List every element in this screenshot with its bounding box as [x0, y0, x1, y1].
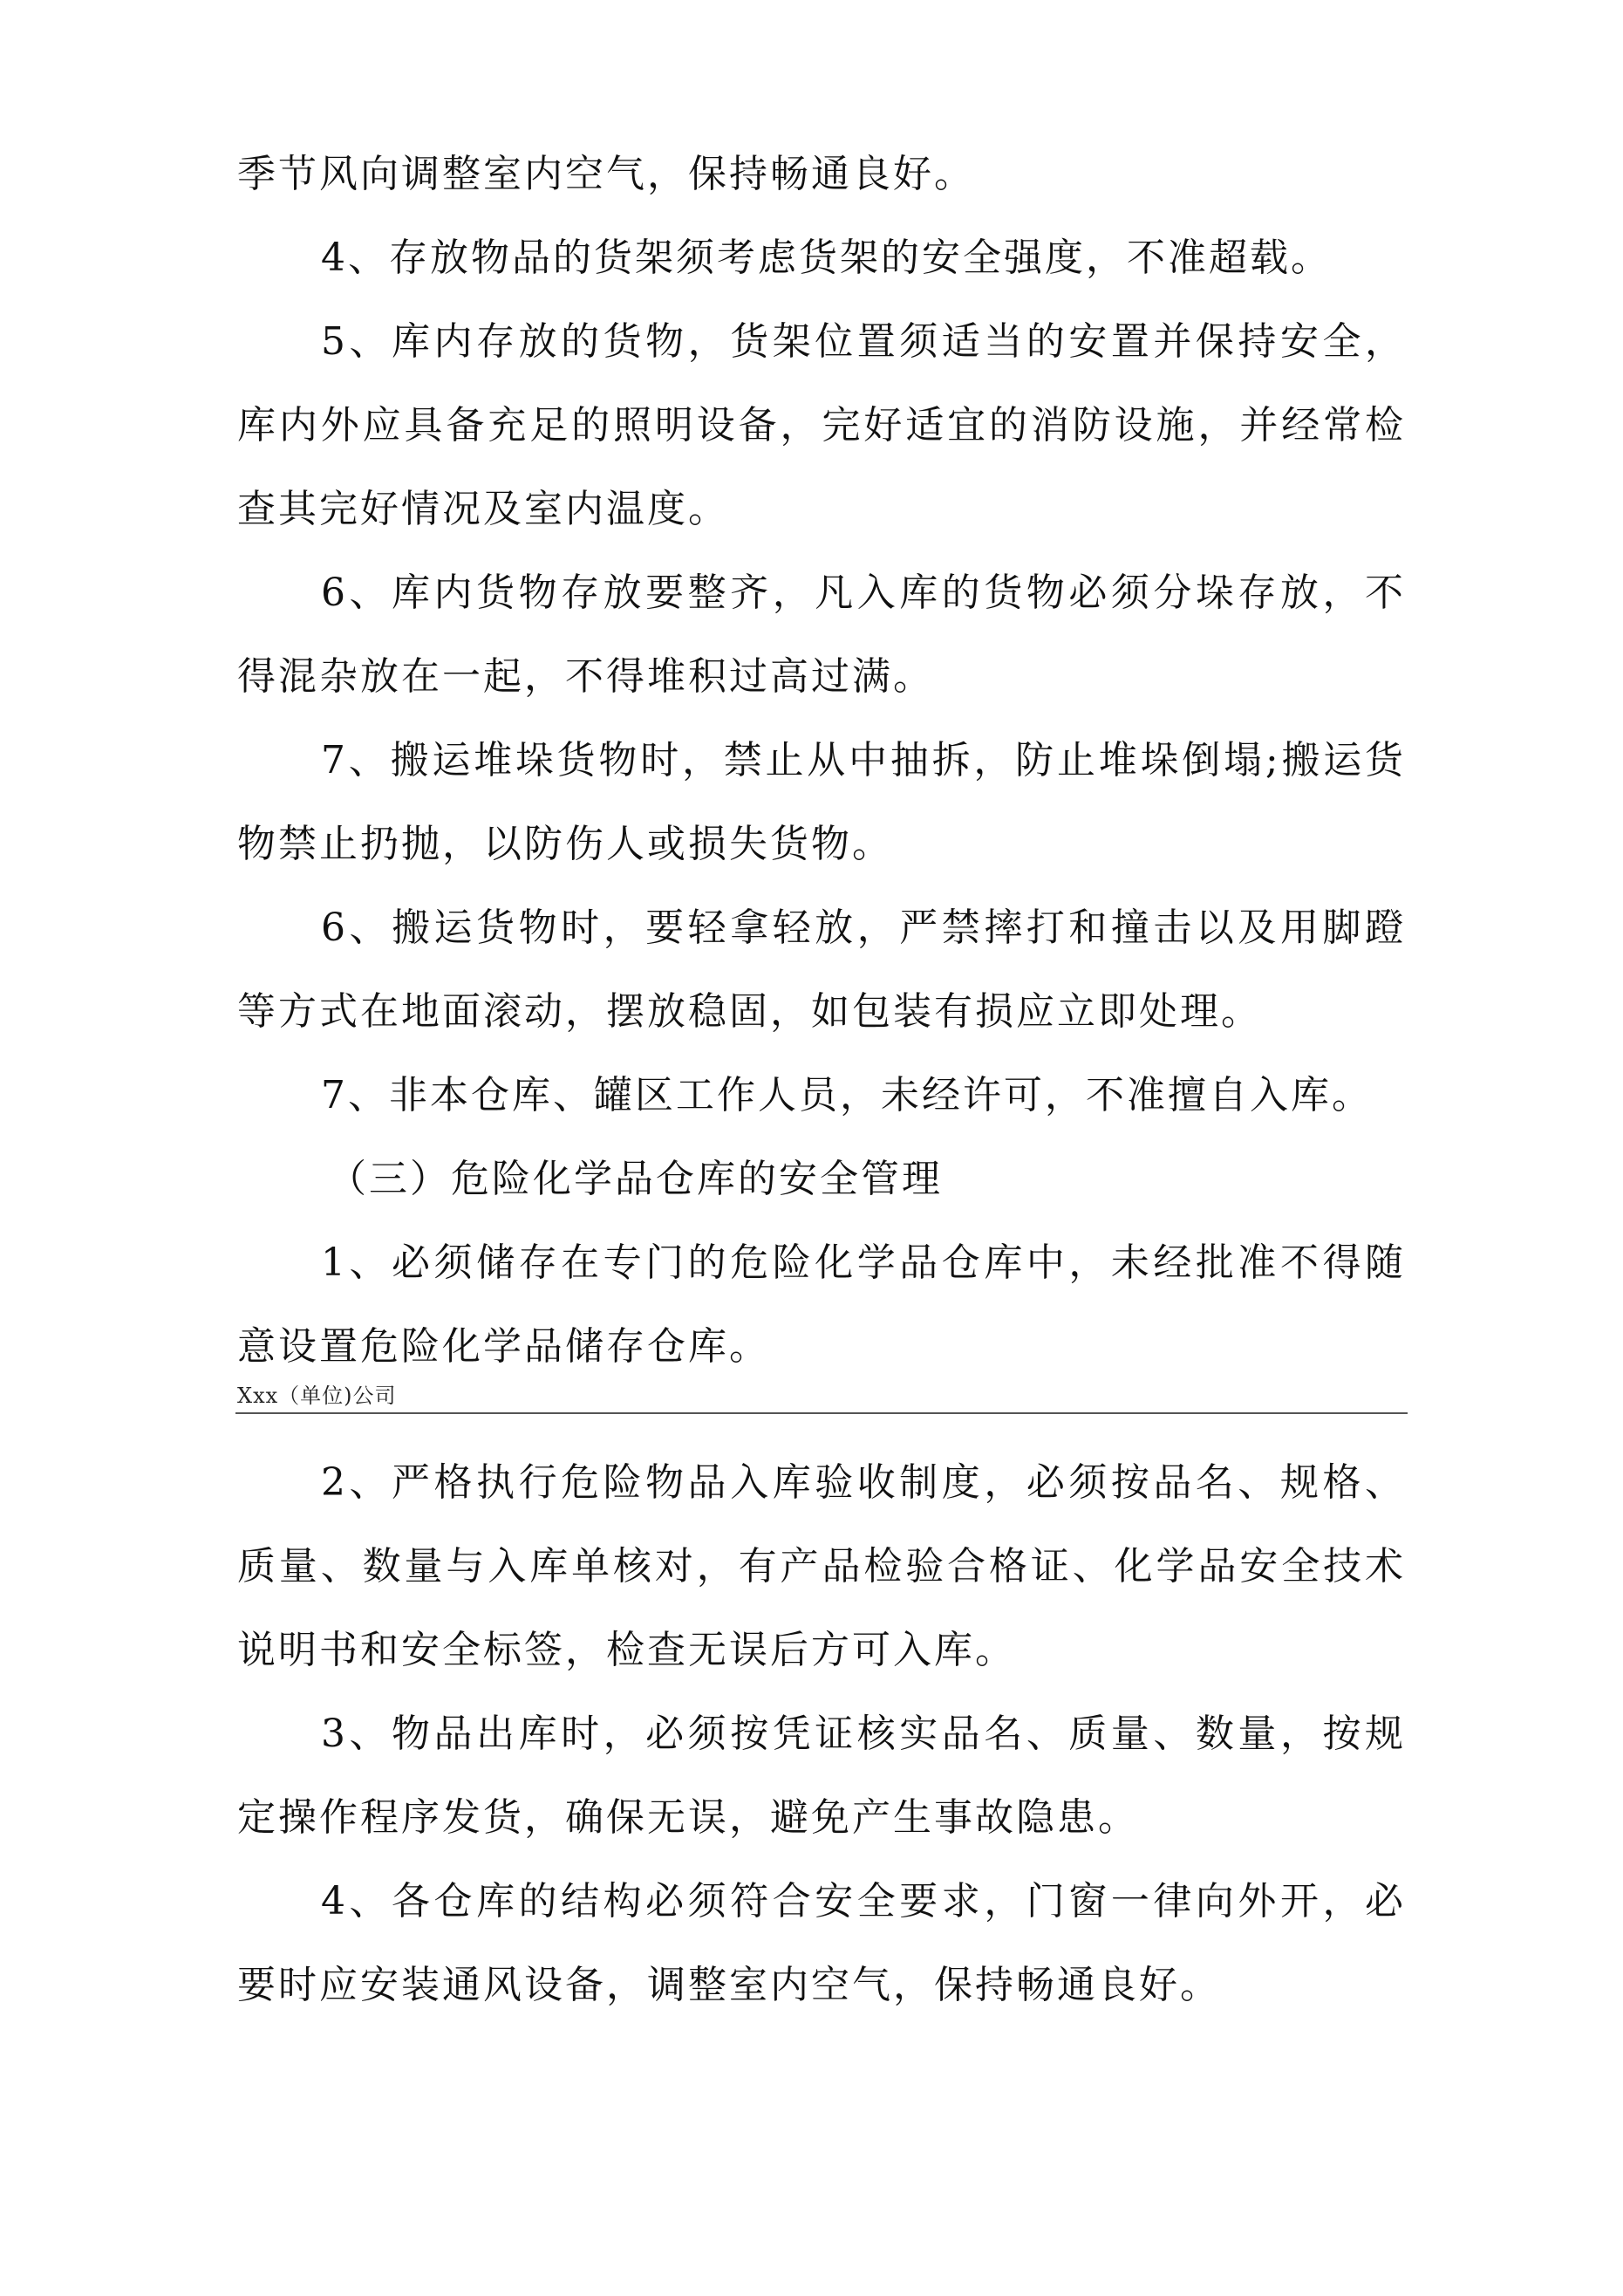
- paragraph-continuation: 季节风向调整室内空气，保持畅通良好。: [237, 152, 975, 196]
- paragraph-item-5: 5、库内存放的货物，货架位置须适当的安置并保持安全，库内外应具备充足的照明设备，完好适宜的消防设施，并经常检查其完好情况及室内温度。: [237, 319, 1406, 531]
- paragraph-item-7: 7、搬运堆垛货物时，禁止从中抽拆，防止堆垛倒塌;搬运货物禁止扔抛，以防伤人或损失货物。: [237, 738, 1406, 866]
- section-heading: （三）危险化学品仓库的安全管理: [328, 1157, 943, 1201]
- page-bottom-body: [237, 1441, 1406, 2027]
- paragraph-item-6-repeat: 6、搬运货物时，要轻拿轻放，严禁摔打和撞击以及用脚蹬等方式在地面滚动，摆放稳固，如包装有损应立即处理。: [237, 905, 1406, 1034]
- paragraph-item-7-repeat: 7、非本仓库、罐区工作人员，未经许可，不准擅自入库。: [321, 1073, 1373, 1117]
- paragraph-item-4: 4、存放物品的货架须考虑货架的安全强度，不准超载。: [321, 236, 1332, 280]
- header-divider: [235, 1412, 1408, 1414]
- page-top-body: [237, 133, 1406, 1389]
- page-header-company: Xxx（单位)公司: [237, 1384, 397, 1408]
- paragraph-hazmat-item-2: 2、严格执行危险物品入库验收制度，必须按品名、规格、质量、数量与入库单核对，有产品检验合格证、化学品安全技术说明书和安全标签，检查无误后方可入库。: [237, 1460, 1406, 1672]
- paragraph-item-6: 6、库内货物存放要整齐，凡入库的货物必须分垛存放，不得混杂放在一起，不得堆积过高过满。: [237, 571, 1406, 699]
- paragraph-hazmat-item-3: 3、物品出库时，必须按凭证核实品名、质量、数量，按规定操作程序发货，确保无误，避免产生事故隐患。: [237, 1712, 1406, 1840]
- paragraph-hazmat-item-1: 1、必须储存在专门的危险化学品仓库中，未经批准不得随意设置危险化学品储存仓库。: [237, 1240, 1406, 1369]
- paragraph-hazmat-item-4: 4、各仓库的结构必须符合安全要求，门窗一律向外开，必要时应安装通风设备，调整室内空气，保持畅通良好。: [237, 1879, 1406, 2007]
